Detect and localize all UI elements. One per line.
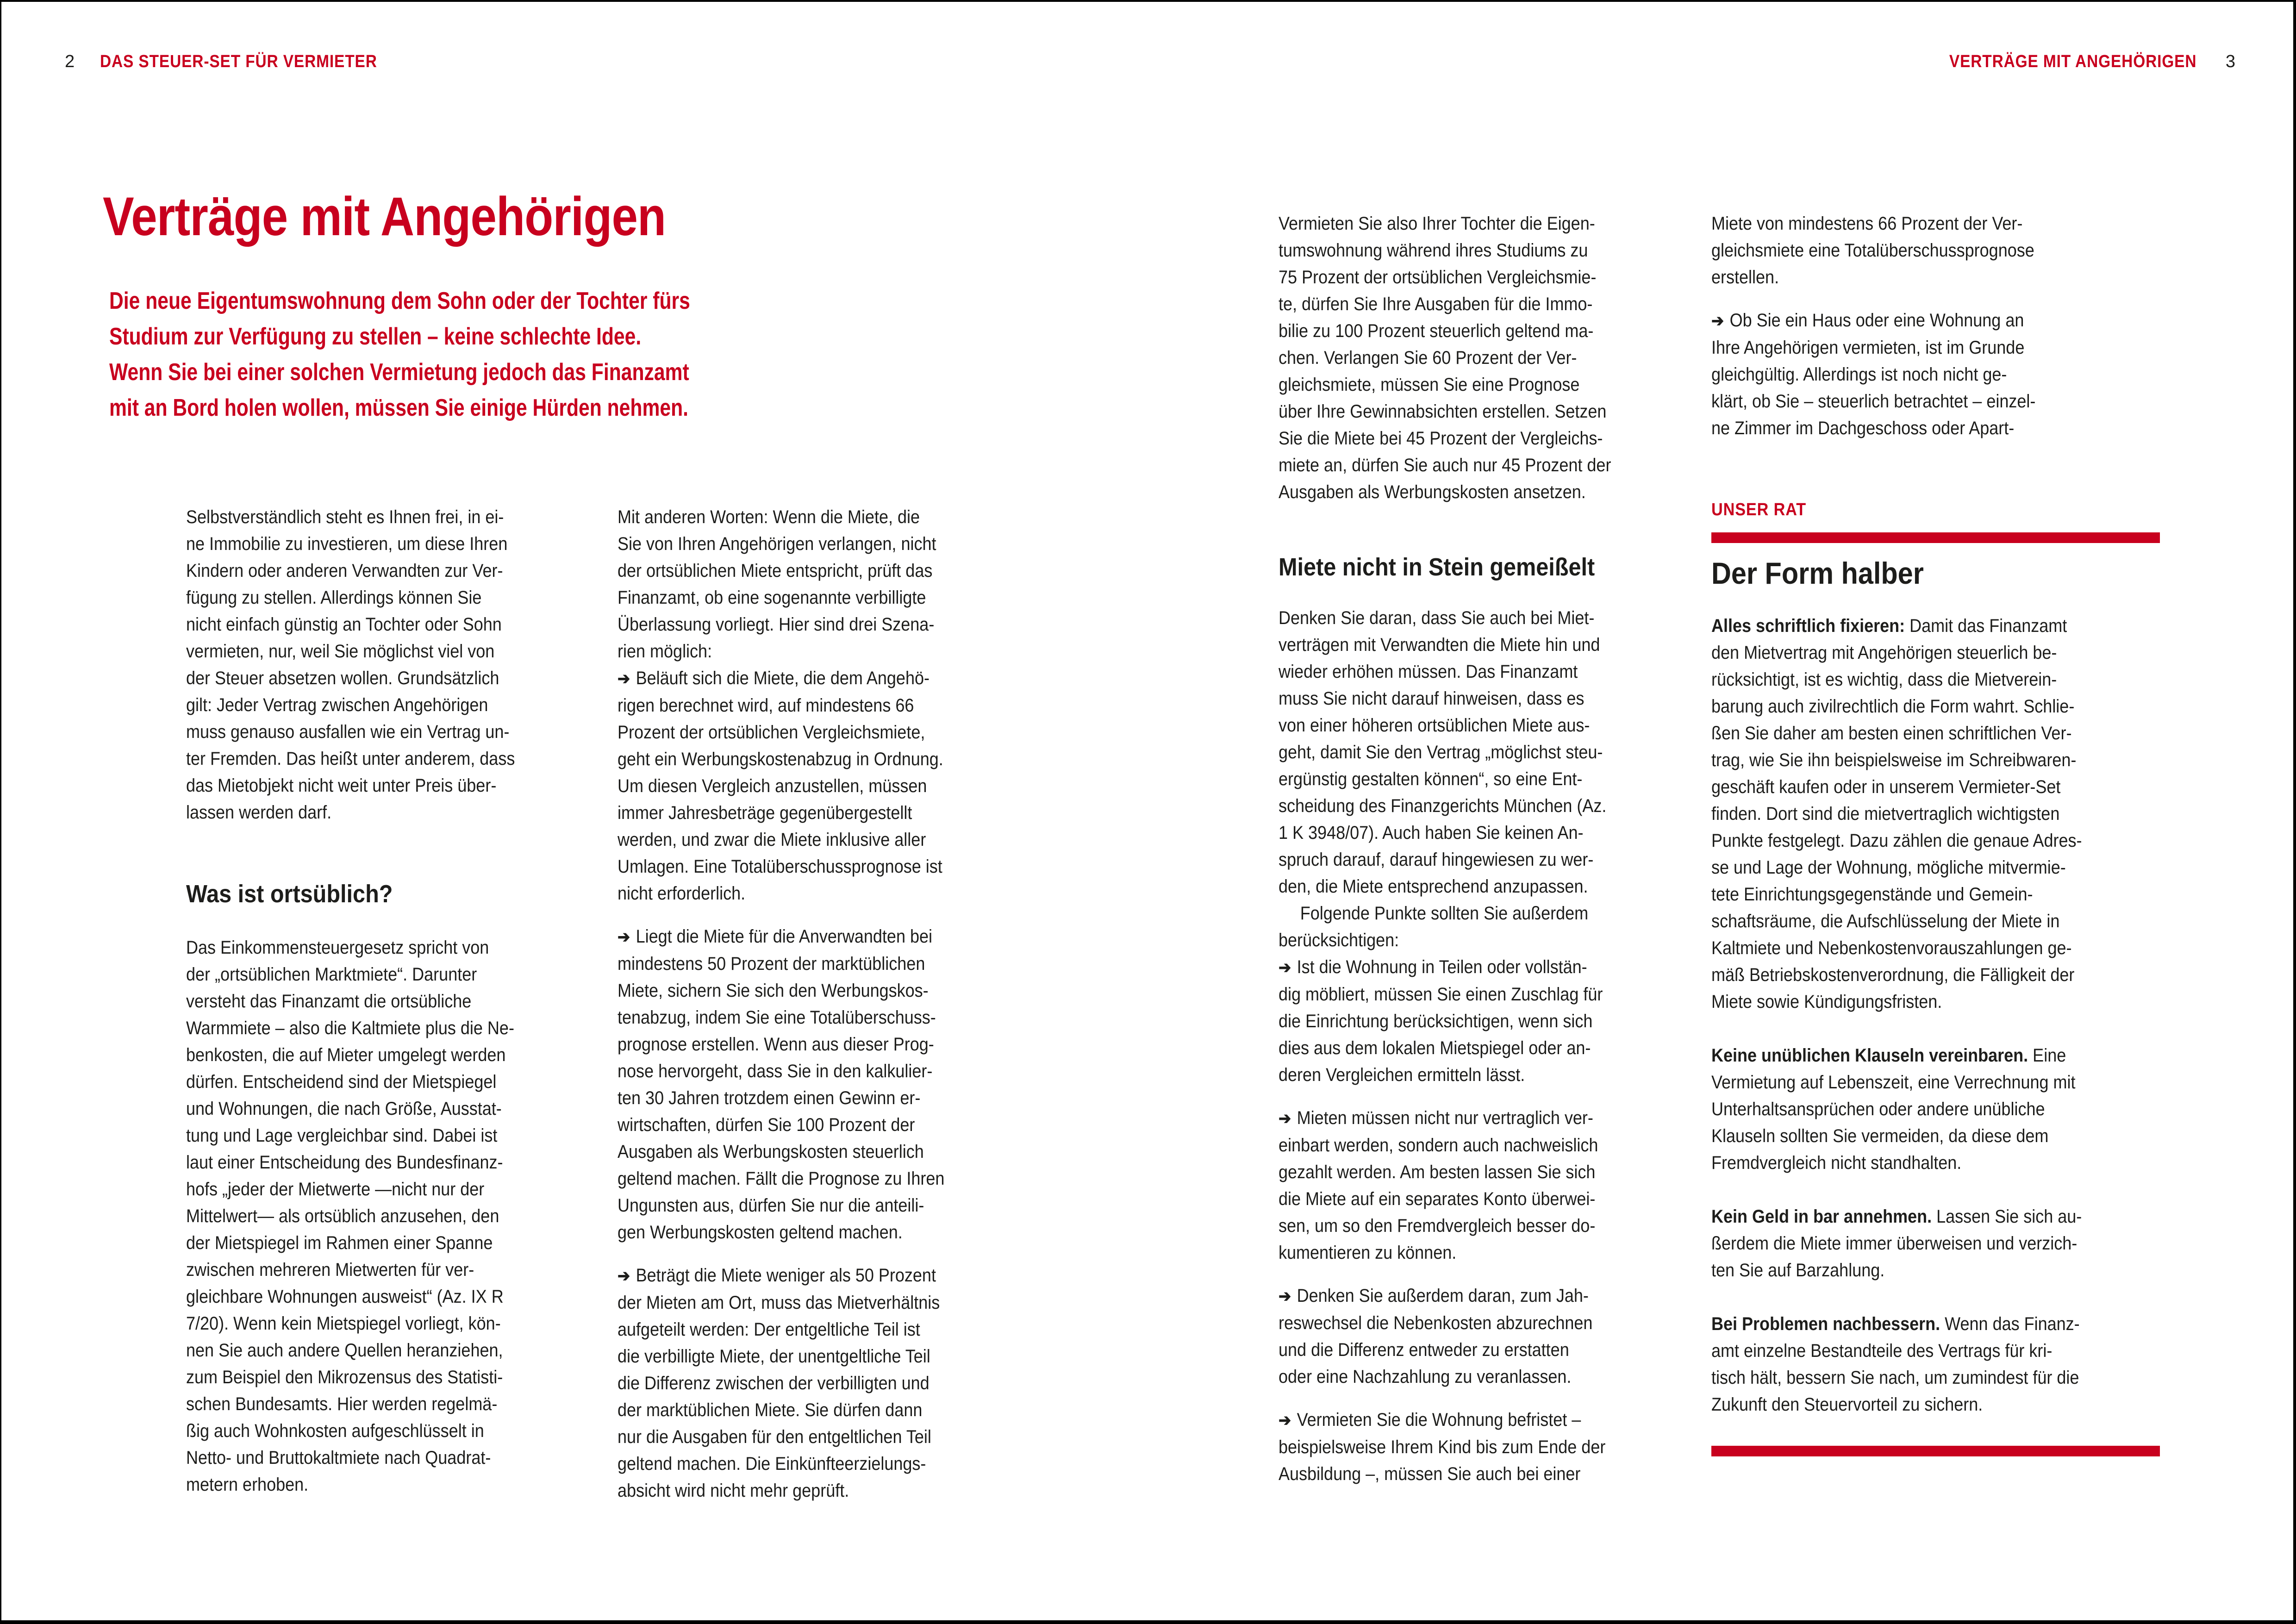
advice-box-top-rule: [1711, 532, 2160, 543]
text-line: zum Beispiel den Mikrozensus des Statisti-: [186, 1367, 503, 1387]
advice-item-lead: Keine unüblichen Klauseln vereinbaren.: [1711, 1045, 2028, 1066]
text-line: mäß Betriebskostenverordnung, die Fälligkeit der: [1711, 965, 2075, 985]
text-line: Miete, sichern Sie sich den Werbungskos-: [618, 981, 929, 1001]
text-line: 7/20). Wenn kein Mietspiegel vorliegt, kön-: [186, 1313, 501, 1334]
text-line: gezahlt werden. Am besten lassen Sie sich: [1279, 1162, 1596, 1182]
text-line: tenabzug, indem Sie eine Totalüberschuss-: [618, 1007, 936, 1028]
text-line: Bei Problemen nachbessern. Wenn das Finanz-: [1711, 1314, 2080, 1334]
text-line: Miete sowie Kündigungsfristen.: [1711, 992, 1942, 1012]
bullet-item: [618, 665, 984, 907]
column-3: [1279, 210, 1695, 1487]
text-line: Ihre Angehörigen vermieten, ist im Grunde: [1711, 337, 2025, 358]
text-line: Selbstverständlich steht es Ihnen frei, in ei-: [186, 507, 504, 527]
text-line: spruch darauf, darauf hingewiesen zu wer-: [1279, 849, 1594, 870]
text-line: ➔ Denken Sie außerdem daran, zum Jah-: [1279, 1282, 1653, 1310]
advice-box-title: Der Form halber: [1711, 556, 1924, 590]
text-line: der Mieten am Ort, muss das Mietverhältnis: [618, 1293, 940, 1313]
text-line: die Differenz zwischen der verbilligten und: [618, 1373, 930, 1393]
arrow-right-icon: ➔: [618, 1266, 630, 1285]
text-line: ne Zimmer im Dachgeschoss oder Apart-: [1711, 418, 2015, 438]
text-line: beispielsweise Ihrem Kind bis zum Ende der: [1279, 1437, 1606, 1457]
text-line: den Mietvertrag mit Angehörigen steuerlich be-: [1711, 643, 2057, 663]
text-line: Miete von mindestens 66 Prozent der Ver-: [1711, 213, 2023, 234]
text-line: ➔ Beläuft sich die Miete, die dem Angehö-: [618, 665, 984, 692]
column-2: [618, 504, 1025, 1504]
text-line: ter Fremden. Das heißt unter anderem, dass: [186, 749, 515, 769]
text-line: klärt, ob Sie – steuerlich betrachtet – einzel-: [1711, 391, 2036, 412]
arrow-right-icon: ➔: [1711, 311, 1724, 330]
text-line: tung und Lage vergleichbar sind. Dabei ist: [186, 1125, 498, 1146]
text-line: die verbilligte Miete, der unentgeltliche Teil: [618, 1346, 930, 1367]
article-title: Verträge mit Angehörigen: [103, 186, 666, 247]
text-line: versteht das Finanzamt die ortsübliche: [186, 991, 472, 1012]
text-line: ➔ Ist die Wohnung in Teilen oder vollstän-: [1279, 954, 1653, 981]
text-line: Klauseln sollten Sie vermeiden, da diese dem: [1711, 1126, 2049, 1146]
text-line: kumentieren zu können.: [1279, 1243, 1457, 1263]
arrow-right-icon: ➔: [1279, 958, 1292, 977]
text-line: schen Bundesamts. Hier werden regelmä-: [186, 1394, 498, 1414]
text-line: Um diesen Vergleich anzustellen, müssen: [618, 776, 927, 796]
text-line: ➔ Ob Sie ein Haus oder eine Wohnung an: [1711, 307, 2115, 334]
arrow-right-icon: ➔: [1279, 1411, 1292, 1430]
column-4: [1711, 210, 2160, 1456]
text-line: Zukunft den Steuervorteil zu sichern.: [1711, 1394, 1983, 1415]
text-line: bilie zu 100 Prozent steuerlich geltend ma-: [1279, 321, 1594, 341]
text-line: barung auch zivilrechtlich die Form wahrt. Schlie-: [1711, 696, 2075, 717]
text-line: Ungunsten aus, dürfen Sie nur die anteili-: [618, 1195, 924, 1216]
section-heading: Was ist ortsüblich?: [186, 880, 393, 908]
text-line: nur die Ausgaben für den entgeltlichen Teil: [618, 1427, 931, 1447]
text-line: gen Werbungskosten geltend machen.: [618, 1222, 903, 1243]
text-line: schaftsräume, die Aufschlüsselung der Miete in: [1711, 911, 2060, 931]
paragraph-intro: [618, 504, 984, 665]
text-line: miete an, dürfen Sie auch nur 45 Prozent der: [1279, 455, 1611, 475]
text-line: reswechsel die Nebenkosten abzurechnen: [1279, 1313, 1593, 1333]
section-label-right: VERTRÄGE MIT ANGEHÖRIGEN: [1949, 52, 2197, 71]
text-line: erstellen.: [1711, 267, 1779, 287]
text-line: muss Sie nicht darauf hinweisen, dass es: [1279, 688, 1585, 709]
text-line: Netto- und Bruttokaltmiete nach Quadrat-: [186, 1448, 491, 1468]
text-line: Vermieten Sie also Ihrer Tochter die Eigen-: [1279, 213, 1595, 234]
text-line: werden, und zwar die Miete inklusive aller: [618, 830, 926, 850]
text-line: amt einzelne Bestandteile des Vertrags für kri-: [1711, 1341, 2053, 1361]
paragraph-indent: [1279, 900, 1653, 954]
text-line: Mittelwert— als ortsüblich anzusehen, den: [186, 1206, 499, 1226]
text-line: chen. Verlangen Sie 60 Prozent der Ver-: [1279, 348, 1577, 368]
text-line: Ausgaben als Werbungskosten steuerlich: [618, 1142, 924, 1162]
bullet-item: [1279, 1282, 1653, 1390]
advice-item-lead: Kein Geld in bar annehmen.: [1711, 1206, 1932, 1227]
paragraph-intro: [1279, 210, 1653, 506]
text-line: ßerdem die Miete immer überweisen und verzich-: [1711, 1233, 2078, 1254]
text-line: Überlassung vorliegt. Hier sind drei Szena-: [618, 614, 935, 635]
text-line: muss genauso ausfallen wie ein Vertrag un-: [186, 722, 510, 742]
text-line: sen, um so den Fremdvergleich besser do-: [1279, 1216, 1596, 1236]
text-line: zwischen mehreren Mietwerten für ver-: [186, 1260, 474, 1280]
text-line: nose hervorgeht, dass Sie in den kalkulier-: [618, 1061, 933, 1081]
text-line: rien möglich:: [618, 641, 712, 662]
arrow-right-icon: ➔: [1279, 1287, 1292, 1305]
text-line: ➔ Liegt die Miete für die Anverwandten bei: [618, 923, 984, 950]
text-line: tete Einrichtungsgegenstände und Gemein-: [1711, 884, 2033, 905]
text-line: 1 K 3948/07). Auch haben Sie keinen An-: [1279, 823, 1584, 843]
text-line: gleichgültig. Allerdings ist noch nicht ge-: [1711, 364, 2007, 385]
text-line: nicht einfach günstig an Tochter oder Sohn: [186, 614, 502, 635]
text-line: Kindern oder anderen Verwandten zur Ver-: [186, 561, 503, 581]
text-line: ➔ Beträgt die Miete weniger als 50 Prozent: [618, 1262, 984, 1289]
bullet-item: [1279, 954, 1653, 1088]
text-line: geltend machen. Fällt die Prognose zu Ihren: [618, 1168, 945, 1189]
text-line: te, dürfen Sie Ihre Ausgaben für die Immo-: [1279, 294, 1593, 314]
advice-box-kicker: UNSER RAT: [1711, 500, 1807, 519]
text-line: Kein Geld in bar annehmen. Lassen Sie sich au-: [1711, 1206, 2082, 1227]
text-line: über Ihre Gewinnabsichten erstellen. Setzen: [1279, 401, 1607, 422]
page-number-right: 3: [2225, 52, 2236, 71]
text-line: ➔ Vermieten Sie die Wohnung befristet –: [1279, 1406, 1653, 1434]
text-line: berücksichtigen:: [1279, 930, 1399, 950]
text-line: nicht erforderlich.: [618, 883, 746, 904]
text-line: der marktüblichen Miete. Sie dürfen dann: [618, 1400, 923, 1420]
section-label-left: DAS STEUER-SET FÜR VERMIETER: [100, 52, 377, 71]
text-line: wieder erhöhen müssen. Das Finanzamt: [1279, 662, 1578, 682]
text-line: der „ortsüblichen Marktmiete“. Darunter: [186, 964, 477, 985]
bullet-item: [618, 923, 984, 1246]
text-line: gleichsmiete, müssen Sie eine Prognose: [1279, 375, 1580, 395]
paragraph-body: [1279, 605, 1653, 900]
text-line: geltend machen. Die Einkünfteerzielungs-: [618, 1454, 926, 1474]
text-line: aufgeteilt werden: Der entgeltliche Teil ist: [618, 1319, 920, 1340]
text-line: ßig auch Wohnkosten aufgeschlüsselt in: [186, 1421, 484, 1441]
text-line: Keine unüblichen Klauseln vereinbaren. Eine: [1711, 1045, 2066, 1066]
text-line: lassen werden darf.: [186, 802, 332, 823]
text-line: ne Immobilie zu investieren, um diese Ihren: [186, 534, 508, 554]
text-line: von einer höheren ortsüblichen Miete aus-: [1279, 715, 1590, 736]
section-heading: Miete nicht in Stein gemeißelt: [1279, 553, 1595, 581]
text-line: geht, damit Sie den Vertrag „möglichst steu-: [1279, 742, 1603, 762]
paragraph-intro: [186, 504, 553, 826]
text-line: das Mietobjekt nicht weit unter Preis über-: [186, 775, 497, 796]
text-line: immer Jahresbeträge gegenübergestellt: [618, 803, 912, 823]
advice-box: [1711, 496, 2160, 1456]
text-line: ergünstig gestalten können“, so eine Ent-: [1279, 769, 1583, 789]
text-line: gilt: Jeder Vertrag zwischen Angehörigen: [186, 695, 488, 715]
paragraph-body: [186, 934, 553, 1498]
text-line: rigen berechnet wird, auf mindestens 66: [618, 695, 914, 716]
article-lead: [109, 283, 792, 426]
text-line: und die Differenz entweder zu erstatten: [1279, 1340, 1569, 1360]
text-line: die Miete auf ein separates Konto überwei-: [1279, 1189, 1596, 1209]
text-line: gleichbare Wohnungen ausweist“ (Az. IX R: [186, 1287, 504, 1307]
advice-item: [1711, 1311, 2115, 1418]
text-line: die Einrichtung berücksichtigen, wenn sich: [1279, 1011, 1593, 1031]
running-header-left: [65, 52, 415, 72]
bullet-item: [1711, 307, 2115, 442]
text-line: metern erhoben.: [186, 1474, 309, 1495]
text-line: vermieten, nur, weil Sie möglichst viel von: [186, 641, 495, 662]
lead-line: Studium zur Verfügung zu stellen – keine schlechte Idee.: [109, 323, 642, 350]
text-line: Ausbildung –, müssen Sie auch bei einer: [1279, 1464, 1581, 1484]
text-line: den, die Miete entsprechend anzupassen.: [1279, 876, 1588, 897]
arrow-right-icon: ➔: [618, 669, 630, 688]
text-line: dig möbliert, müssen Sie einen Zuschlag für: [1279, 984, 1603, 1005]
bullet-item: [618, 1262, 984, 1504]
paragraph-intro: [1711, 210, 2115, 291]
lead-line: Wenn Sie bei einer solchen Vermietung jedoch das Finanzamt: [109, 359, 689, 386]
text-line: trag, wie Sie ihn beispielsweise im Schreibwaren-: [1711, 750, 2077, 770]
arrow-right-icon: ➔: [618, 927, 630, 946]
text-line: einbart werden, sondern auch nachweislich: [1279, 1135, 1598, 1156]
running-header-right: [1915, 52, 2236, 72]
text-line: ßen Sie daher am besten einen schriftlichen Ver-: [1711, 723, 2072, 743]
text-line: dürfen. Entscheidend sind der Mietspiegel: [186, 1072, 497, 1092]
text-line: Vermietung auf Lebenszeit, eine Verrechnung mit: [1711, 1072, 2076, 1093]
text-line: Alles schriftlich fixieren: Damit das Finanzamt: [1711, 616, 2067, 636]
lead-line: mit an Bord holen wollen, müssen Sie einige Hürden nehmen.: [109, 394, 688, 421]
text-line: scheidung des Finanzgerichts München (Az.: [1279, 796, 1607, 816]
text-line: Fremdvergleich nicht standhalten.: [1711, 1153, 1962, 1173]
text-line: der ortsüblichen Miete entspricht, prüft das: [618, 561, 933, 581]
advice-item-lead: Bei Problemen nachbessern.: [1711, 1314, 1940, 1334]
text-line: fügung zu stellen. Allerdings können Sie: [186, 587, 482, 608]
text-line: oder eine Nachzahlung zu veranlassen.: [1279, 1367, 1572, 1387]
text-line: Punkte festgelegt. Dazu zählen die genaue Adres-: [1711, 831, 2082, 851]
text-line: Finanzamt, ob eine sogenannte verbilligte: [618, 587, 926, 608]
advice-item-lead: Alles schriftlich fixieren:: [1711, 616, 1905, 636]
text-line: geschäft kaufen oder in unserem Vermieter-Set: [1711, 777, 2061, 797]
text-line: Warmmiete – also die Kaltmiete plus die Ne-: [186, 1018, 514, 1038]
text-line: der Mietspiegel im Rahmen einer Spanne: [186, 1233, 493, 1253]
text-line: tisch hält, bessern Sie nach, um zumindest für die: [1711, 1368, 2079, 1388]
text-line: se und Lage der Wohnung, mögliche mitvermie-: [1711, 857, 2066, 878]
text-line: deren Vergleichen ermitteln lässt.: [1279, 1065, 1525, 1085]
bullet-item: [1279, 1105, 1653, 1266]
text-line: geht ein Werbungskostenabzug in Ordnung.: [618, 749, 943, 769]
text-line: Mit anderen Worten: Wenn die Miete, die: [618, 507, 920, 527]
text-line: Folgende Punkte sollten Sie außerdem: [1300, 903, 1589, 924]
text-line: Denken Sie daran, dass Sie auch bei Miet-: [1279, 608, 1595, 628]
text-line: Kaltmiete und Nebenkostenvorauszahlungen ge-: [1711, 938, 2072, 958]
text-line: verträgen mit Verwandten die Miete hin und: [1279, 635, 1600, 655]
text-line: tumswohnung während ihres Studiums zu: [1279, 240, 1588, 261]
text-line: wirtschaften, dürfen Sie 100 Prozent der: [618, 1115, 915, 1135]
text-line: dies aus dem lokalen Mietspiegel oder an-: [1279, 1038, 1591, 1058]
text-line: Sie von Ihren Angehörigen verlangen, nicht: [618, 534, 936, 554]
text-line: mindestens 50 Prozent der marktüblichen: [618, 954, 925, 974]
text-line: laut einer Entscheidung des Bundesfinanz-: [186, 1152, 503, 1173]
text-line: absicht wird nicht mehr geprüft.: [618, 1480, 849, 1501]
advice-item: [1711, 1203, 2115, 1284]
arrow-right-icon: ➔: [1279, 1109, 1292, 1128]
text-line: Umlagen. Eine Totalüberschussprognose ist: [618, 856, 942, 877]
text-line: Ausgaben als Werbungskosten ansetzen.: [1279, 482, 1586, 502]
text-line: ten Sie auf Barzahlung.: [1711, 1260, 1885, 1280]
text-line: gleichsmiete eine Totalüberschussprognose: [1711, 240, 2034, 261]
text-line: Unterhaltsansprüchen oder andere unübliche: [1711, 1099, 2045, 1119]
text-line: ➔ Mieten müssen nicht nur vertraglich ver-: [1279, 1105, 1653, 1132]
text-line: und Wohnungen, die nach Größe, Ausstat-: [186, 1099, 502, 1119]
text-line: ten 30 Jahren trotzdem einen Gewinn er-: [618, 1088, 921, 1108]
text-line: benkosten, die auf Mieter umgelegt werden: [186, 1045, 506, 1065]
advice-item: [1711, 1042, 2115, 1176]
bullet-item: [1279, 1406, 1653, 1487]
text-line: hofs „jeder der Mietwerte —nicht nur der: [186, 1179, 485, 1199]
text-line: nen Sie auch andere Quellen heranziehen,: [186, 1340, 503, 1361]
lead-line: Die neue Eigentumswohnung dem Sohn oder der Tochter fürs: [109, 287, 690, 314]
text-line: der Steuer absetzen wollen. Grundsätzlich: [186, 668, 499, 688]
text-line: 75 Prozent der ortsüblichen Vergleichsmie-: [1279, 267, 1597, 287]
advice-item: [1711, 612, 2115, 1015]
text-line: Prozent der ortsüblichen Vergleichsmiete,: [618, 722, 925, 743]
column-1: [186, 504, 593, 1498]
page-number-left: 2: [65, 52, 75, 71]
text-line: Das Einkommensteuergesetz spricht von: [186, 937, 489, 958]
text-line: prognose erstellen. Wenn aus dieser Prog-: [618, 1034, 934, 1055]
text-line: finden. Dort sind die mietvertraglich wichtigsten: [1711, 804, 2060, 824]
advice-box-bottom-rule: [1711, 1446, 2160, 1456]
text-line: rücksichtigt, ist es wichtig, dass die Mietverein-: [1711, 669, 2057, 690]
text-line: Sie die Miete bei 45 Prozent der Vergleichs-: [1279, 428, 1603, 449]
